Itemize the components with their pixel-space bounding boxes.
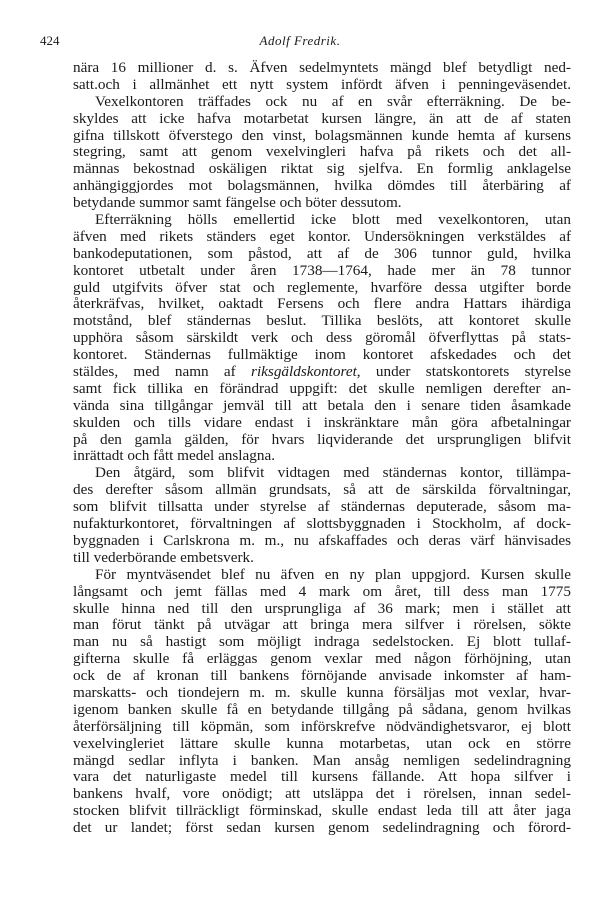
paragraph — [73, 60, 571, 94]
text-line: samt fick tillika en förändrad uppgift: det skulle nemligen derefter an- — [73, 379, 571, 397]
text-line: guld utgifvits öfver stat och reglemente, hvarföre dessa utgifter borde — [73, 278, 571, 296]
text-line: vända sina tillgångar jemväl till att betala den i senare tiden åsamkade — [73, 396, 571, 414]
text-line: des derefter såsom allmän grundsats, så att de särskilda förvaltningar, — [73, 481, 571, 499]
paragraph — [73, 212, 571, 465]
text-line: skulden och tills vidare endast i inskränktare mån göra afbetalningar — [73, 413, 571, 431]
text-line: ock de af kronan till bankens förnöjande anvisade inkomster af ham- — [73, 667, 571, 685]
text-line: återkräfvas, hvilket, oaktadt Fersens och flere andra Hattars ihärdiga — [73, 295, 571, 313]
text-line: stegring, samt att genom vexelvingleri hafva på rikets och det all- — [73, 143, 571, 161]
text-line: anhängiggjordes mot bolagsmännen, hvilka dömdes till återbäring af — [73, 177, 571, 195]
text-line: inrättadt och fått medel anslagna. — [73, 447, 275, 465]
paragraph — [73, 567, 571, 837]
text-segment: stäldes, med namn af — [73, 363, 252, 381]
text-line: man nu så hastigt som möjligt indraga sedelstocken. Ej blott tullaf- — [73, 633, 571, 651]
text-line: gifterna skulle få erläggas genom vexlar med någon förhöjning, utan — [73, 650, 571, 668]
paragraph — [73, 94, 571, 212]
text-line: vara det naturligaste medel till kursens fällande. Att hopa silfver i — [73, 768, 571, 786]
text-line: äfven med rikets ständers eget kontor. Undersökningen verkstäldes af — [73, 227, 571, 245]
text-line: Efterräkning hölls emellertid icke blott med vexelkontoren, utan — [95, 211, 571, 229]
text-line: på den gamla gälden, för hvars liqviderande det ursprungligen blifvit — [73, 430, 571, 448]
text-line: bankens hvalf, vore onödigt; att utsläppa det i rörelsen, innan sedel- — [73, 785, 571, 803]
text-line: nufakturkontoret, förvaltningen af slottsbyggnaden i Stockholm, af dock- — [73, 515, 571, 533]
paragraph — [73, 465, 571, 566]
text-line: männas bekostnad oskäligen riktat sig sjelfva. En formlig anklagelse — [73, 160, 571, 178]
text-line: marskatts- och tiondejern m. m. skulle kunna försäljas mot vexlar, hvar- — [73, 683, 571, 701]
text-line: vexelvingleriet lättare skulle kunna motarbetas, utan ock en större — [73, 734, 571, 752]
text-line: man förut tänkt på utvägar att bringa mera silfver i rörelsen, sökte — [73, 616, 571, 634]
text-line: igenom banken skulle få en betydande tillgång på sådana, genom hvilkas — [73, 700, 571, 718]
text-line: upphöra såsom särskildt verk och dess göromål öfverflyttas på stats- — [73, 329, 571, 347]
text-line: kontoret utbetalt under åren 1738—1764, hade mer än 78 tunnor — [73, 261, 571, 279]
text-line: nära 16 millioner d. s. Äfven sedelmyntets mängd blef betydligt ned- — [73, 59, 571, 76]
running-title: Adolf Fredrik. — [259, 33, 341, 48]
text-line: det ur landet; först sedan kursen genom sedelindragning och förord- — [73, 819, 571, 837]
text-line — [73, 364, 571, 381]
text-line: till vederbörande embetsverk. — [73, 548, 254, 566]
text-line: motstånd, blef ständernas beslut. Tillika beslöts, att kontoret skulle — [73, 312, 571, 330]
text-line: gifna tillskott öfverstego den vinst, bolagsmännen kunde hemta af kursens — [73, 126, 571, 144]
text-segment: , under statskontorets styrelse — [356, 363, 572, 381]
text-line: återförsäljning till köpmän, som införskrefve nödvändighetsvaror, ej blott — [73, 717, 571, 735]
text-line: långsamt och jemt fällas med 4 mark om året, till dess man 1775 — [73, 582, 571, 600]
text-line: betydande summor samt fängelse och böter dessutom. — [73, 194, 402, 212]
italic-term: riksgäldskontoret — [251, 363, 357, 381]
text-line: Vexelkontoren träffades ock nu af en svår efterräkning. De be- — [95, 92, 571, 110]
text-line: byggnaden i Carlskrona m. m., nu afskaffades och deras värf hänvisades — [73, 531, 571, 549]
text-line: som blifvit tillsatta under styrelse af ständernas deputerade, såsom ma- — [73, 498, 571, 516]
text-line: skyldes att icke hafva motarbetat kursen längre, än att de af staten — [73, 109, 571, 127]
text-line: mängd sedlar inflyta i banken. Man ansåg nemligen sedelindragning — [73, 751, 571, 769]
page-body — [73, 60, 571, 837]
text-line: Den åtgärd, som blifvit vidtagen med ständernas kontor, tillämpa- — [95, 464, 571, 482]
text-line: skulle hinna ned till den ursprungliga af 36 mark; men i stället att — [73, 599, 571, 617]
text-line: För myntväsendet blef nu äfven en ny plan uppgjord. Kursen skulle — [95, 565, 571, 583]
text-line: stocken blifvit tillräckligt förminskad, skulle endast leda till att åter jaga — [73, 802, 571, 820]
text-line: satt.och i allmänhet ett nytt system infördt äfven i penningeväsendet. — [73, 75, 571, 93]
text-line: bankodeputationen, som påstod, att af de 306 tunnor guld, hvilka — [73, 244, 571, 262]
text-line: kontoret. Ständernas fullmäktige inom kontoret afskedades och det — [73, 346, 571, 364]
page-number: 424 — [40, 33, 60, 48]
